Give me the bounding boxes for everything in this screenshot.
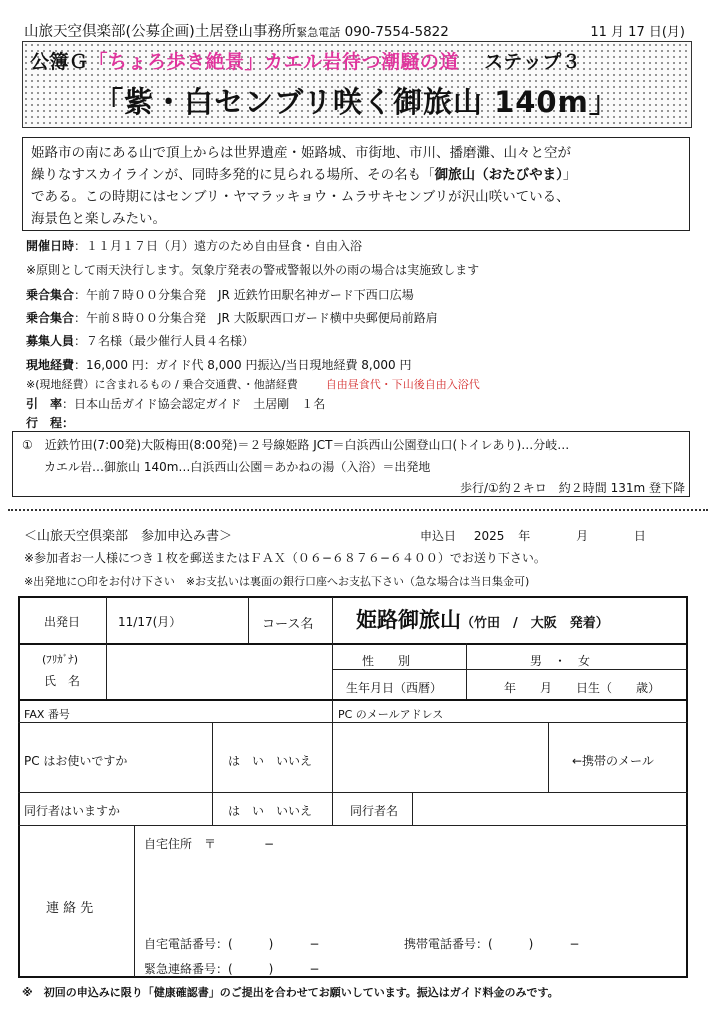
- cut-line: [8, 509, 708, 511]
- depart-label: 出発日: [44, 615, 81, 629]
- address-label[interactable]: 自宅住所 〒 −: [144, 837, 275, 851]
- sex-label: 性 別: [362, 654, 411, 668]
- fax-label: FAX 番号: [24, 708, 70, 721]
- application-note-1: ※参加者お一人様につき１枚を郵送またはＦＡＸ（０６−６８７６−６４００）でお送り下さい。: [24, 551, 546, 565]
- course-label: コース名: [262, 617, 314, 632]
- header-date: 11 月 17 日(月): [590, 25, 685, 40]
- intro-line: 繰りなすスカイラインが、同時多発的に見られる場所、その名も「御旅山（おたびやま）」: [31, 167, 577, 183]
- contact-label: 連 絡 先: [46, 901, 94, 916]
- detail-date: 開催日時：１１月１７日（月）遠方のため自由昼食・自由入浴: [26, 239, 363, 253]
- course-field[interactable]: [356, 604, 609, 634]
- banner-theme: 「ちょろ歩き絶景」カエル岩待つ潮騒の道: [88, 51, 460, 73]
- banner-step: ステップ３: [484, 51, 582, 73]
- detail-cost: 現地経費：16,000 円：ガイド代 8,000 円振込/当日現地経費 8,000 円: [26, 358, 412, 372]
- emergency-contact[interactable]: 緊急連絡番号：( ) −: [144, 962, 320, 976]
- birth-label: 生年月日（西暦）: [346, 681, 443, 695]
- banner-prefix: 公簿Ｇ: [30, 51, 89, 73]
- furigana-label: (ﾌﾘｶﾞﾅ): [42, 653, 79, 666]
- itinerary-walk: 歩行/①約２キロ 約２時間 131m 登下降: [459, 481, 685, 495]
- footer-note: ※ 初回の申込みに限り「健康確認書」のご提出を合わせてお願いしています。振込はガイド料金のみです。: [22, 986, 559, 999]
- home-phone[interactable]: 自宅電話番号：( ) −: [144, 937, 320, 951]
- companion-label: 同行者はいますか: [24, 804, 121, 818]
- detail-meet-2: 乗合集合：午前８時００分集合発 JR 大阪駅西口ガード横中央郵便局前路肩: [26, 311, 438, 325]
- mobile-phone[interactable]: 携帯電話番号：( ) −: [404, 937, 580, 951]
- mountain-name: 御旅山（おたびやま）: [434, 167, 563, 183]
- organizer-name: 山旅天空倶楽部(公募企画)土居登山事務所: [24, 24, 297, 40]
- detail-meet-1: 乗合集合：午前７時００分集合発 JR 近鉄竹田駅名神ガード下西口広場: [26, 288, 414, 302]
- pc-mail-label: PC のメールアドレス: [338, 708, 444, 721]
- itinerary-line: カエル岩…御旅山 140m…白浜西山公園＝あかねの湯（入浴）＝出発地: [44, 460, 431, 474]
- emergency-label: 緊急電話: [296, 26, 341, 39]
- birth-field[interactable]: 年 月 日生（ 歳）: [504, 681, 661, 695]
- itinerary-line: ① 近鉄竹田(7:00発)大阪梅田(8:00発)＝２号線姫路 JCT＝白浜西山公園登山口(トイレあり)…分岐…: [22, 438, 570, 452]
- detail-guide: 引 率：日本山岳ガイド協会認定ガイド 土居剛 １名: [26, 397, 326, 411]
- name-label: 氏 名: [44, 674, 81, 688]
- cost-note: ※(現地経費）に含まれるもの / 乗合交通費、・他諸経費 自由昼食代・下山後自由入浴代: [26, 378, 480, 391]
- course-name: 姫路御旅山: [356, 608, 461, 632]
- cost-note-excluded: 自由昼食代・下山後自由入浴代: [325, 378, 480, 391]
- application-note-2: ※出発地に○印をお付け下さい ※お支払いは裏面の銀行口座へお支払下さい（急な場合は当日集金可): [24, 575, 530, 588]
- intro-line: 姫路市の南にある山で頂上からは世界遺産・姫路城、市街地、市川、播磨灘、山々と空が: [31, 145, 571, 161]
- mobile-mail-label: ←携帯のメール: [572, 754, 654, 768]
- banner-subtitle: [30, 47, 581, 74]
- route-label: 行 程：: [26, 416, 75, 430]
- application-date: 申込日 2025 年 月 日: [420, 529, 646, 543]
- rain-note: ※原則として雨天決行します。気象庁発表の警戒警報以外の雨の場合は実施致します: [26, 263, 480, 277]
- course-options[interactable]: （竹田 / 大阪 発着）: [461, 616, 609, 631]
- companion-name-label: 同行者名: [350, 804, 399, 818]
- intro-line: 海景色と楽しみたい。: [31, 211, 166, 227]
- detail-capacity: 募集人員：７名様（最少催行人員４名様）: [26, 334, 255, 348]
- banner-title: 「紫・白センブリ咲く御旅山 140m」: [94, 85, 619, 119]
- sex-options[interactable]: 男 ・ 女: [530, 654, 591, 668]
- emergency-phone: 090-7554-5822: [344, 24, 449, 40]
- intro-line: である。この時期にはセンブリ・ヤマラッキョウ・ムラサキセンブリが沢山咲いている、: [31, 189, 570, 205]
- header-organizer: [24, 20, 449, 41]
- application-title: ＜山旅天空倶楽部 参加申込み書＞: [24, 529, 233, 544]
- intro-box: [22, 137, 690, 231]
- pc-use-label: PC はお使いですか: [24, 754, 128, 768]
- companion-options[interactable]: は い いいえ: [228, 804, 313, 818]
- depart-value[interactable]: 11/17(月）: [118, 615, 182, 629]
- pc-use-options[interactable]: は い いいえ: [228, 754, 313, 768]
